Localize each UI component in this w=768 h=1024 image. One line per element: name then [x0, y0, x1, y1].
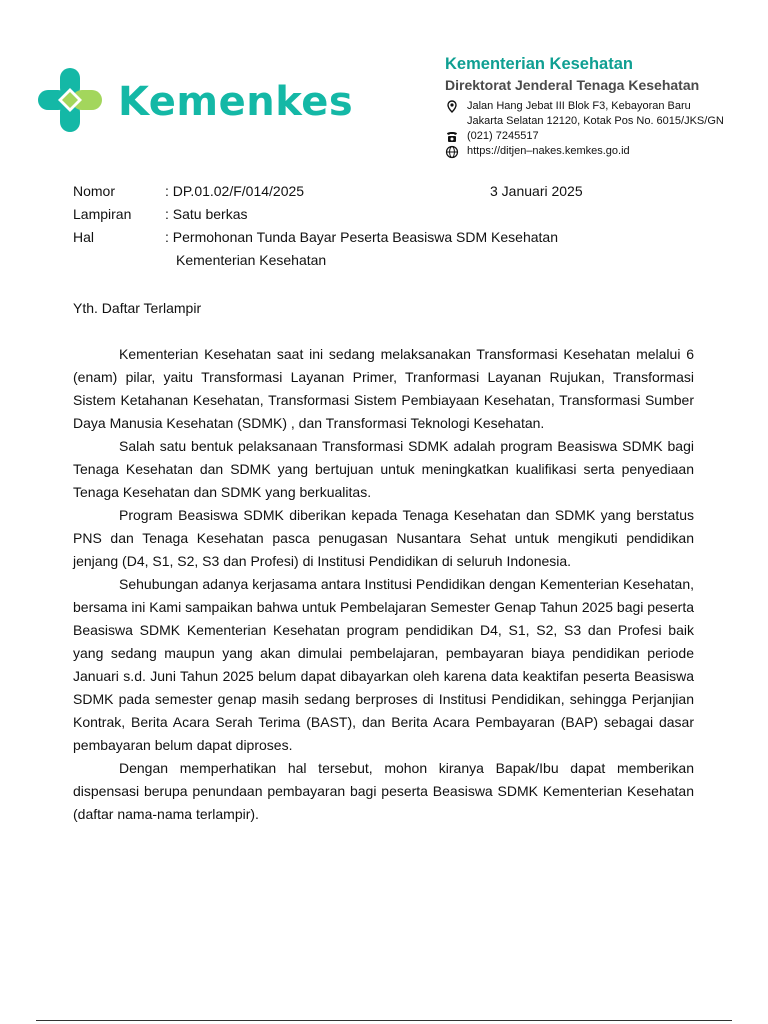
footer-divider: [36, 1020, 732, 1021]
body-paragraph: Dengan memperhatikan hal tersebut, mohon kiranya Bapak/Ibu dapat memberikan dispensasi berupa penundaan pembayaran bagi peserta Beasiswa SDMK Kementerian Kesehatan (daftar nama-nama terlampir).: [73, 760, 694, 822]
phone-icon: [445, 130, 459, 144]
lampiran-label: Lampiran: [73, 206, 132, 222]
contact-block: [445, 99, 745, 159]
logo-wordmark: Kemenkes: [118, 79, 354, 125]
meta-row-hal-cont: [73, 250, 693, 273]
hal-label: Hal: [73, 229, 95, 245]
org-title: Kementerian Kesehatan: [445, 55, 633, 73]
body-paragraph: Salah satu bentuk pelaksanaan Transformasi SDMK adalah program Beasiswa SDMK bagi Tenaga Kesehatan dan SDMK yang bertujuan untuk meningkatkan kualifikasi serta penyediaan Tenaga Kesehatan dan SDMK yang berkualitas.: [73, 438, 694, 500]
hal-value-continued: Kementerian Kesehatan: [176, 252, 327, 268]
org-subtitle: Direktorat Jenderal Tenaga Kesehatan: [445, 77, 700, 93]
phone-row: [445, 129, 745, 144]
address-line-2: Jakarta Selatan 12120, Kotak Pos No. 6015/JKS/GN: [467, 115, 724, 127]
address-row: [445, 99, 745, 129]
phone-number: (021) 7245517: [467, 130, 539, 142]
meta-row-nomor: [73, 181, 693, 204]
letterhead-org: [445, 54, 745, 159]
nomor-value: : DP.01.02/F/014/2025: [165, 183, 305, 199]
address-line-1: Jalan Hang Jebat III Blok F3, Kebayoran Baru: [467, 100, 691, 112]
nomor-label: Nomor: [73, 183, 116, 199]
salutation: Yth. Daftar Terlampir: [73, 300, 202, 316]
website-row: [445, 144, 745, 159]
body-paragraph: Program Beasiswa SDMK diberikan kepada Tenaga Kesehatan dan SDMK yang berstatus PNS dan Tenaga Kesehatan pasca penugasan Nusantara Sehat untuk mengikuti pendidikan jenjang (D4, S1, S2, S3 dan Profesi) di Institusi Pendidikan di seluruh Indonesia.: [73, 507, 694, 569]
meta-row-hal: [73, 227, 693, 250]
globe-icon: [445, 145, 459, 159]
meta-row-lampiran: [73, 204, 693, 227]
letter-body: [73, 343, 694, 826]
letter-meta: [73, 181, 693, 273]
body-paragraph: Kementerian Kesehatan saat ini sedang melaksanakan Transformasi Kesehatan melalui 6 (enam) pilar, yaitu Transformasi Layanan Primer, Tranformasi Layanan Rujukan, Transformasi Sistem Ketahanan Kesehatan, Transformasi Sistem Pembiayaan Kesehatan, Transformasi Sumber Daya Manusia Kesehatan (SDMK) , dan Transformasi Teknologi Kesehatan.: [73, 346, 694, 431]
hal-value: : Permohonan Tunda Bayar Peserta Beasiswa SDM Kesehatan: [165, 229, 558, 245]
website-link[interactable]: https://ditjen–nakes.kemkes.go.id: [467, 145, 630, 157]
lampiran-value: : Satu berkas: [165, 206, 248, 222]
letter-date: 3 Januari 2025: [490, 183, 583, 199]
kemenkes-logo-icon: [36, 66, 104, 134]
body-paragraph: Sehubungan adanya kerjasama antara Institusi Pendidikan dengan Kementerian Kesehatan, bersama ini Kami sampaikan bahwa untuk Pembelajaran Semester Genap Tahun 2025 bagi peserta Beasiswa SDMK Kementerian Kesehatan program pendidikan D4, S1, S2, S3 dan Profesi baik yang sedang maupun yang akan dimulai pembelajaran, pembayaran biaya pendidikan periode Januari s.d. Juni Tahun 2025 belum dapat dibayarkan oleh karena data keaktifan peserta Beasiswa SDMK pada semester genap masih sedang berproses di Institusi Pendidikan, sehingga Perjanjian Kontrak, Berita Acara Serah Terima (BAST), dan Berita Acara Pembayaran (BAP) sebagai dasar pembayaran belum dapat diproses.: [73, 576, 694, 753]
location-pin-icon: [445, 100, 459, 114]
